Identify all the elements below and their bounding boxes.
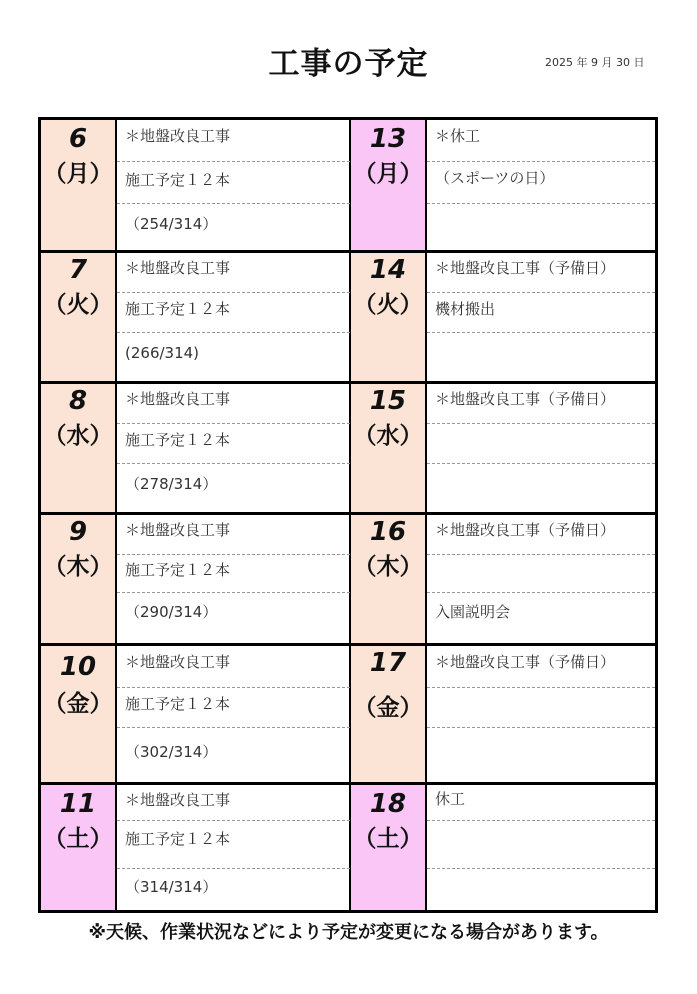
- day-details: [427, 785, 655, 910]
- weekday-label: （水）: [353, 423, 423, 449]
- day-number: 14: [369, 255, 407, 285]
- detail-line: ＊地盤改良工事: [117, 646, 350, 688]
- day-cell: [41, 515, 117, 643]
- day-cell: [351, 515, 427, 643]
- day-row: [41, 250, 350, 381]
- detail-line: ＊地盤改良工事: [117, 253, 350, 293]
- detail-line: （スポーツの日）: [427, 162, 655, 204]
- detail-line: （278/314）: [125, 475, 218, 493]
- weekday-label: （土）: [353, 826, 423, 852]
- detail-line: [427, 464, 655, 512]
- weekday-label: （土）: [43, 826, 113, 852]
- day-number: 7: [68, 255, 88, 285]
- detail-line: [427, 333, 655, 381]
- weekday-label: （火）: [43, 292, 113, 318]
- schedule-table: [38, 117, 658, 913]
- detail-line: （290/314）: [125, 603, 218, 621]
- day-row: [351, 782, 655, 910]
- day-number: 17: [369, 648, 407, 678]
- day-number: 11: [59, 789, 97, 819]
- day-row: [351, 120, 655, 250]
- detail-line: [427, 688, 655, 728]
- detail-line: 施工予定１２本: [117, 821, 350, 869]
- day-details: [117, 646, 350, 782]
- day-cell: [41, 646, 117, 782]
- detail-line: ＊地盤改良工事（予備日）: [427, 384, 655, 424]
- day-cell: [41, 384, 117, 512]
- detail-line: 施工予定１２本: [117, 162, 350, 204]
- detail-line: [427, 728, 655, 782]
- detail-line: [427, 869, 655, 913]
- day-number: 16: [369, 517, 407, 547]
- detail-line: [427, 555, 655, 593]
- day-details: [427, 384, 655, 512]
- day-number: 15: [369, 386, 407, 416]
- weekday-label: （水）: [43, 423, 113, 449]
- detail-line: ＊休工: [427, 120, 655, 162]
- weekday-label: （木）: [43, 554, 113, 580]
- detail-line: 施工予定１２本: [117, 555, 350, 593]
- footer-note: ※天候、作業状況などにより予定が変更になる場合があります。: [88, 922, 609, 943]
- day-number: 6: [68, 124, 88, 154]
- detail-line: 施工予定１２本: [117, 293, 350, 333]
- day-number: 9: [68, 517, 88, 547]
- detail-line: ＊地盤改良工事（予備日）: [427, 253, 655, 293]
- day-row: [351, 250, 655, 381]
- day-cell: [41, 253, 117, 381]
- weekday-label: （木）: [353, 554, 423, 580]
- detail-line: 施工予定１２本: [117, 424, 350, 464]
- weekday-label: （金）: [43, 691, 113, 717]
- day-row: [351, 643, 655, 782]
- day-number: 13: [369, 124, 407, 154]
- day-row: [41, 512, 350, 643]
- day-row: [41, 120, 350, 250]
- day-details: [427, 120, 655, 250]
- day-row: [41, 643, 350, 782]
- day-row: [41, 782, 350, 910]
- day-details: [117, 785, 350, 910]
- issue-date: 2025 年 9 月 30 日: [545, 56, 645, 69]
- day-details: [117, 515, 350, 643]
- detail-line: [427, 821, 655, 869]
- detail-line: （302/314）: [125, 743, 218, 761]
- detail-line: [427, 424, 655, 464]
- detail-line: (266/314): [125, 344, 200, 362]
- detail-line: 施工予定１２本: [117, 688, 350, 728]
- detail-line: ＊地盤改良工事（予備日）: [427, 646, 655, 688]
- weekday-label: （月）: [43, 161, 113, 187]
- day-number: 8: [68, 386, 88, 416]
- day-cell: [41, 785, 117, 910]
- day-row: [41, 381, 350, 512]
- weekday-label: （月）: [353, 161, 423, 187]
- day-cell: [351, 785, 427, 910]
- detail-line: ＊地盤改良工事: [117, 515, 350, 555]
- detail-line: 入園説明会: [435, 603, 511, 621]
- day-row: [351, 381, 655, 512]
- day-details: [117, 120, 350, 250]
- day-details: [117, 384, 350, 512]
- day-cell: [41, 120, 117, 250]
- detail-line: [427, 204, 655, 250]
- day-details: [427, 646, 655, 782]
- weekday-label: （火）: [353, 292, 423, 318]
- weekday-label: （金）: [353, 695, 423, 721]
- day-details: [427, 515, 655, 643]
- detail-line: 機材搬出: [427, 293, 655, 333]
- detail-line: ＊地盤改良工事: [117, 384, 350, 424]
- day-cell: [351, 646, 427, 782]
- day-row: [351, 512, 655, 643]
- day-details: [427, 253, 655, 381]
- detail-line: （254/314）: [125, 215, 218, 233]
- day-cell: [351, 120, 427, 250]
- day-details: [117, 253, 350, 381]
- day-number: 18: [369, 789, 407, 819]
- day-number: 10: [59, 652, 97, 682]
- detail-line: 休工: [427, 785, 655, 821]
- day-cell: [351, 253, 427, 381]
- page-title: 工事の予定: [268, 46, 429, 82]
- detail-line: （314/314）: [125, 878, 218, 896]
- detail-line: ＊地盤改良工事: [117, 785, 350, 821]
- day-cell: [351, 384, 427, 512]
- detail-line: ＊地盤改良工事: [117, 120, 350, 162]
- detail-line: ＊地盤改良工事（予備日）: [427, 515, 655, 555]
